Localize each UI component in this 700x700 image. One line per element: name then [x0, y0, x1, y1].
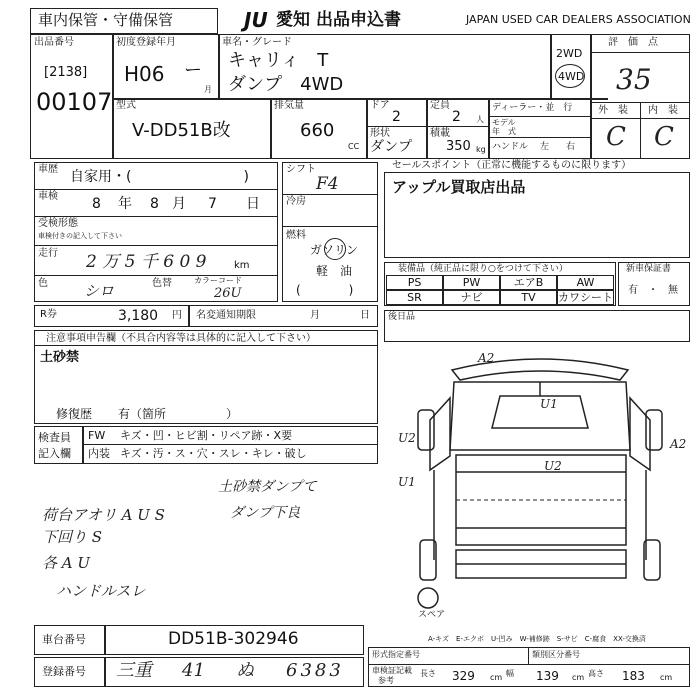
- equipment-item: カワシート: [558, 291, 613, 304]
- color-value: シロ: [84, 282, 115, 300]
- recycle-unit: 円: [172, 310, 182, 321]
- interior-insp-text: キズ・汚・ス・穴・スレ・キレ・破し: [120, 447, 307, 460]
- class-designation-label: 類別区分番号: [532, 650, 580, 659]
- diagram-mark-u1-top: U1: [540, 397, 558, 411]
- lot-number: 00107: [36, 88, 113, 116]
- later-label: 後日品: [388, 312, 416, 322]
- equipment-item: TV: [500, 290, 557, 305]
- equipment-item: PS: [386, 275, 443, 290]
- notice-day: 日: [360, 310, 370, 321]
- hw-note-6: ハンドルスレ: [56, 582, 146, 600]
- recycle-label: R券: [40, 309, 57, 320]
- height-label: 高さ: [588, 669, 604, 678]
- interior-insp-label: 内装: [88, 447, 110, 460]
- diagram-mark-a2-right: A2: [670, 437, 687, 451]
- height-value: 183: [622, 669, 645, 683]
- equipment-item: AW: [557, 275, 614, 290]
- hw-note-2: ダンプ下良: [230, 505, 301, 521]
- interior-label: 内 装: [648, 105, 678, 116]
- fuel-diesel: 軽 油: [316, 264, 353, 278]
- ac-label: 冷房: [286, 196, 306, 207]
- damage-legend: A-キズ E-エクボ U-凹み W-補修跡 S-サビ C-腐食 XX-交換済: [428, 635, 646, 643]
- capacity-value: 2: [452, 109, 461, 125]
- model-value: V-DD51B改: [132, 120, 231, 141]
- type-change-note: 車検付きの記入して下さい: [38, 232, 122, 240]
- selling-point-value: アップル買取店出品: [392, 178, 526, 196]
- inspection-year: 8: [92, 196, 101, 212]
- color-change-label: 色替: [152, 278, 172, 289]
- height-unit: cm: [660, 673, 673, 682]
- length-value: 329: [452, 669, 475, 683]
- width-value: 139: [536, 669, 559, 683]
- handle-label: ハンドル: [492, 142, 529, 152]
- inspection-day-unit: 日: [246, 196, 260, 212]
- reg-month-unit: 月: [204, 85, 212, 94]
- equipment-item: エアB: [500, 275, 557, 290]
- storage-label: 車内保管・守備保管: [38, 11, 174, 29]
- shape-label: 形状: [370, 128, 390, 139]
- inspection-day: 7: [208, 196, 217, 212]
- hw-note-3: 荷台アオリ A U S: [42, 506, 165, 524]
- exterior-label: 外 装: [598, 105, 628, 116]
- form-title: 出品申込書: [316, 10, 401, 30]
- spare-label: スペア: [418, 610, 446, 620]
- two-wd: 2WD: [556, 47, 583, 60]
- fuel-label: 燃料: [286, 230, 306, 241]
- load-unit: kg: [476, 145, 486, 154]
- ju-logo: JU: [244, 8, 268, 32]
- inspector-label-1: 検査員: [38, 431, 71, 444]
- warranty-value: 有 ・ 無: [628, 285, 678, 296]
- type-change-label: 受検形態: [38, 218, 78, 229]
- capacity-unit: 人: [476, 115, 484, 124]
- displacement-label: 排気量: [274, 100, 304, 111]
- handle-right: 右: [566, 142, 576, 152]
- reg-label: 初度登録年月: [116, 37, 176, 48]
- warranty-label: 新車保証書: [626, 264, 672, 274]
- plate-kana: ぬ: [236, 660, 254, 681]
- hw-note-1: 土砂禁ダンプて: [218, 479, 317, 495]
- ref-label: 車検証記載: [372, 666, 412, 675]
- diagram-mark-u2-bed: U2: [544, 459, 562, 473]
- fuel-paren: ( ): [296, 283, 354, 297]
- equipment-item: SR: [386, 290, 443, 305]
- notes-label: 注意事項申告欄（不具合内容等は具体的に記入して下さい）: [46, 333, 316, 344]
- shift-value: F4: [316, 174, 339, 194]
- inspection-month-unit: 月: [172, 196, 186, 212]
- inspection-label: 車検: [38, 191, 58, 202]
- recycle-amount: 3,180: [118, 308, 159, 324]
- capacity-label: 定員: [430, 100, 450, 111]
- plate-class: 41: [182, 660, 205, 681]
- doors-value: 2: [392, 109, 401, 125]
- ref-label-2: 参考: [378, 676, 394, 685]
- reg-year: H06: [124, 62, 165, 86]
- notice-label: 名変通知期限: [196, 310, 256, 321]
- four-wd: 4WD: [558, 70, 585, 83]
- repair-label: 修復歴: [56, 407, 93, 421]
- lot-code: [2138]: [44, 65, 88, 80]
- plate-number: 6383: [286, 660, 344, 681]
- lot-label: 出品番号: [34, 37, 74, 48]
- equipment-item: PW: [443, 275, 500, 290]
- interior-value: C: [654, 122, 674, 152]
- mileage-label: 走行: [38, 248, 58, 259]
- equipment-label: 装備品（純正品に限り○をつけて下さい）: [398, 264, 568, 274]
- length-unit: cm: [490, 673, 503, 682]
- org-name: 愛知: [276, 10, 310, 30]
- handle-left: 左: [540, 142, 550, 152]
- length-label: 長さ: [420, 669, 436, 678]
- vehicle-name: キャリィ T: [228, 50, 329, 71]
- mileage-value: 2 万 5 千 6 0 9: [86, 252, 207, 272]
- dealer-parallel: ディーラー・並 行: [492, 103, 573, 113]
- displacement-value: 660: [300, 120, 335, 141]
- usage-value: 自家用・( ): [70, 169, 249, 185]
- model-label: 型式: [116, 100, 136, 111]
- vehicle-grade: ダンプ 4WD: [228, 74, 344, 95]
- shift-label: シフト: [286, 164, 316, 175]
- inspector-label-2: 記入欄: [38, 447, 71, 460]
- chassis-label: 車台番号: [42, 633, 86, 646]
- displacement-unit: CC: [348, 142, 360, 151]
- usage-label: 車歴: [38, 164, 58, 175]
- width-label: 幅: [506, 669, 514, 678]
- model-year-1: モデル: [492, 118, 516, 127]
- repair-value: 有（箇所 ）: [118, 407, 239, 421]
- score-label: 評 価 点: [608, 37, 658, 48]
- inspection-month: 8: [150, 196, 159, 212]
- score-value: 35: [616, 63, 652, 96]
- plate-label: 登録番号: [42, 665, 86, 678]
- load-value: 350: [446, 139, 471, 154]
- selling-point-label: セールスポイント（正常に機能するものに限ります）: [392, 160, 632, 171]
- notice-month: 月: [310, 310, 320, 321]
- notes-content: 土砂禁: [40, 350, 80, 365]
- exterior-value: C: [606, 122, 626, 152]
- vehicle-name-label: 車名・グレード: [222, 37, 292, 48]
- hw-note-5: 各 A U: [42, 554, 91, 572]
- reg-month: ー: [184, 60, 202, 81]
- load-label: 積載: [430, 128, 450, 139]
- inspection-year-unit: 年: [118, 196, 132, 212]
- shape-value: ダンプ: [370, 139, 413, 155]
- fw-text: キズ・凹・ヒビ割・リペア跡・X要: [120, 429, 293, 442]
- color-code-value: 26U: [214, 286, 242, 301]
- org-english: JAPAN USED CAR DEALERS ASSOCIATION: [466, 13, 691, 26]
- diagram-mark-a2-top: A2: [478, 351, 495, 365]
- model-year-2: 年 式: [492, 127, 516, 136]
- doors-label: ドア: [370, 100, 390, 111]
- type-designation-label: 形式指定番号: [372, 650, 420, 659]
- chassis-value: DD51B-302946: [168, 629, 299, 649]
- diagram-mark-u2-left: U2: [398, 431, 416, 445]
- fw-label: FW: [88, 429, 106, 442]
- equipment-item: ナビ: [443, 290, 500, 305]
- diagram-mark-u1-left: U1: [398, 475, 416, 489]
- mileage-unit: km: [234, 260, 250, 271]
- color-label: 色: [38, 278, 48, 289]
- fuel-gasoline: ガソリン: [310, 243, 359, 257]
- width-unit: cm: [572, 673, 585, 682]
- color-code-label: カラーコード: [194, 276, 242, 285]
- plate-pref: 三重: [116, 660, 152, 681]
- hw-note-4: 下回り S: [42, 528, 103, 546]
